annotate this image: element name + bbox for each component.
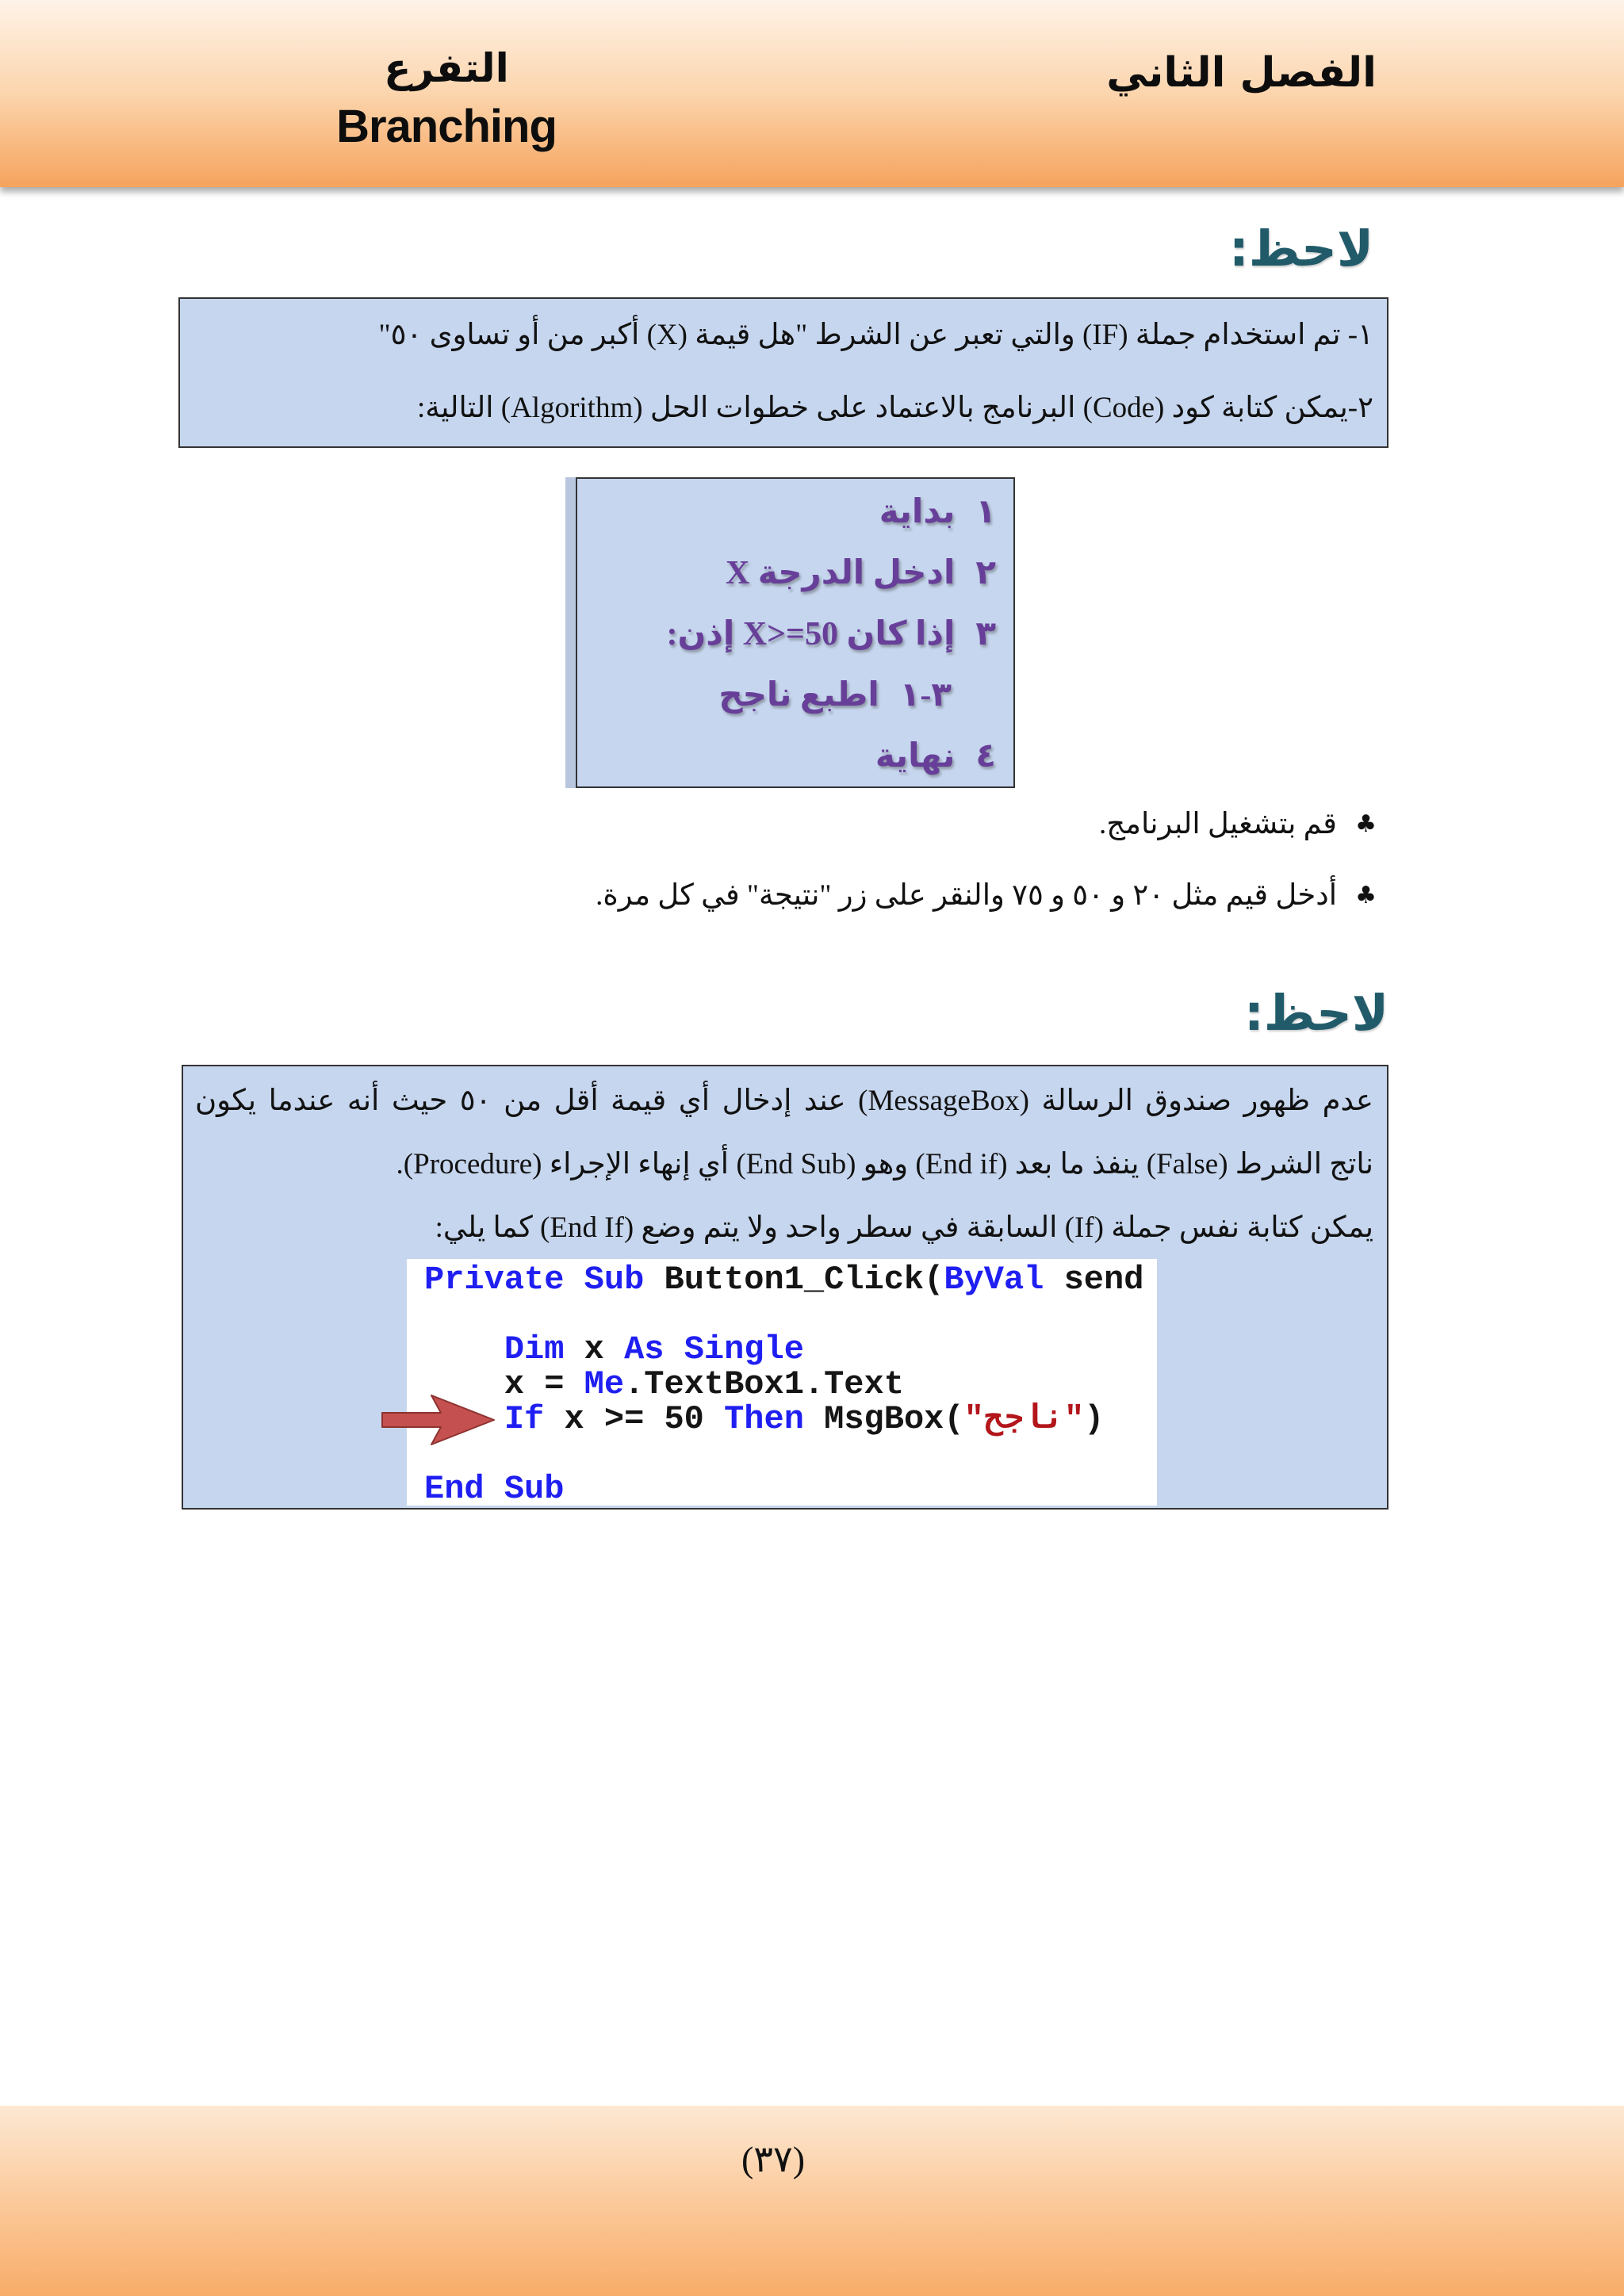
page-number: (٣٧) <box>741 2139 806 2179</box>
step-text: ادخل الدرجة X <box>725 555 956 591</box>
code-text: send <box>1044 1261 1144 1299</box>
algorithm-step <box>585 543 996 604</box>
list-item <box>108 801 1377 872</box>
code-keyword: Sub <box>584 1261 645 1299</box>
step-number: ١ <box>975 494 996 530</box>
code-line-blank <box>424 1437 1157 1471</box>
code-text <box>564 1261 584 1299</box>
code-line <box>424 1262 1157 1297</box>
step-text: بداية <box>879 494 956 530</box>
algorithm-box-shadow <box>565 477 576 788</box>
list-item-text: أدخل قيم مثل ٢٠ و ٥٠ و ٧٥ والنقر على زر "نتيجة" في كل مرة. <box>596 879 1337 912</box>
right-arrow-icon <box>381 1393 496 1447</box>
topic-title-english: Branching <box>336 101 557 152</box>
step-number: ٣-١ <box>899 677 952 714</box>
page-header <box>0 0 1624 187</box>
club-suit-icon: ♣ <box>1355 810 1377 838</box>
algorithm-step <box>585 604 996 665</box>
code-keyword: Then <box>724 1400 804 1438</box>
algorithm-step <box>585 726 996 787</box>
code-line <box>424 1367 1157 1402</box>
code-text: MsgBox( <box>803 1400 964 1438</box>
code-text: Button1_Click( <box>644 1261 944 1299</box>
code-text: .TextBox1.Text <box>624 1365 904 1403</box>
code-string: "ناجح" <box>963 1400 1085 1438</box>
code-text <box>665 1330 684 1368</box>
list-item <box>108 872 1377 943</box>
code-keyword: Single <box>684 1330 804 1368</box>
note-line: عدم ظهور صندوق الرسالة (MessageBox) عند إدخال أي قيمة أقل من ٥٠ حيث أنه عندما يكون <box>195 1085 1374 1117</box>
code-line-blank <box>424 1297 1157 1332</box>
step-text: نهاية <box>875 738 956 775</box>
code-keyword: ByVal <box>944 1261 1044 1299</box>
instruction-list <box>108 801 1377 943</box>
code-text: ) <box>1084 1400 1105 1438</box>
note-line: يمكن كتابة نفس جملة (If) السابقة في سطر واحد ولا يتم وضع (End If) كما يلي: <box>435 1211 1373 1244</box>
chapter-title: الفصل الثاني <box>1106 49 1377 97</box>
note-box <box>178 297 1388 448</box>
list-item-text: قم بتشغيل البرنامج. <box>1099 808 1337 840</box>
code-keyword: Dim <box>504 1330 565 1368</box>
code-line <box>424 1471 1157 1506</box>
code-line <box>424 1332 1157 1367</box>
step-number: ٣ <box>975 616 996 652</box>
step-text: اطبع ناجح <box>718 677 879 714</box>
note-line: ٢-يمكن كتابة كود (Code) البرنامج بالاعتماد على خطوات الحل (Algorithm) التالية: <box>416 392 1373 424</box>
code-text <box>424 1330 504 1368</box>
note-heading: لاحظ: <box>1228 220 1373 277</box>
code-text: x >= 50 <box>544 1400 725 1438</box>
code-keyword: Me <box>584 1365 625 1403</box>
algorithm-step <box>585 482 996 543</box>
code-text <box>485 1470 504 1506</box>
step-number: ٤ <box>975 738 996 775</box>
club-suit-icon: ♣ <box>1355 882 1377 909</box>
algorithm-box <box>576 477 1015 788</box>
code-keyword: Private <box>424 1261 565 1299</box>
topic-title <box>272 38 621 155</box>
note-line: ناتج الشرط (False) ينفذ ما بعد (End if) وهو (End Sub) أي إنهاء الإجراء (Procedure). <box>396 1148 1373 1181</box>
code-text: x = <box>424 1365 584 1403</box>
topic-title-arabic: التفرع <box>384 45 509 91</box>
code-keyword: If <box>504 1400 545 1438</box>
note-line: ١- تم استخدام جملة (IF) والتي تعبر عن الشرط "هل قيمة (X) أكبر من أو تساوى ٥٠" <box>378 319 1373 351</box>
code-text: x <box>564 1330 625 1368</box>
step-number: ٢ <box>975 555 996 591</box>
code-snippet <box>407 1259 1157 1506</box>
code-keyword: As <box>624 1330 665 1368</box>
code-line-highlighted <box>424 1402 1157 1437</box>
note-heading: لاحظ: <box>1243 984 1388 1042</box>
step-text: إذا كان X>=50 إذن: <box>666 616 956 652</box>
code-keyword: End <box>424 1470 485 1506</box>
page-footer <box>0 2106 1624 2296</box>
code-keyword: Sub <box>504 1470 565 1506</box>
algorithm-substep <box>585 665 996 726</box>
